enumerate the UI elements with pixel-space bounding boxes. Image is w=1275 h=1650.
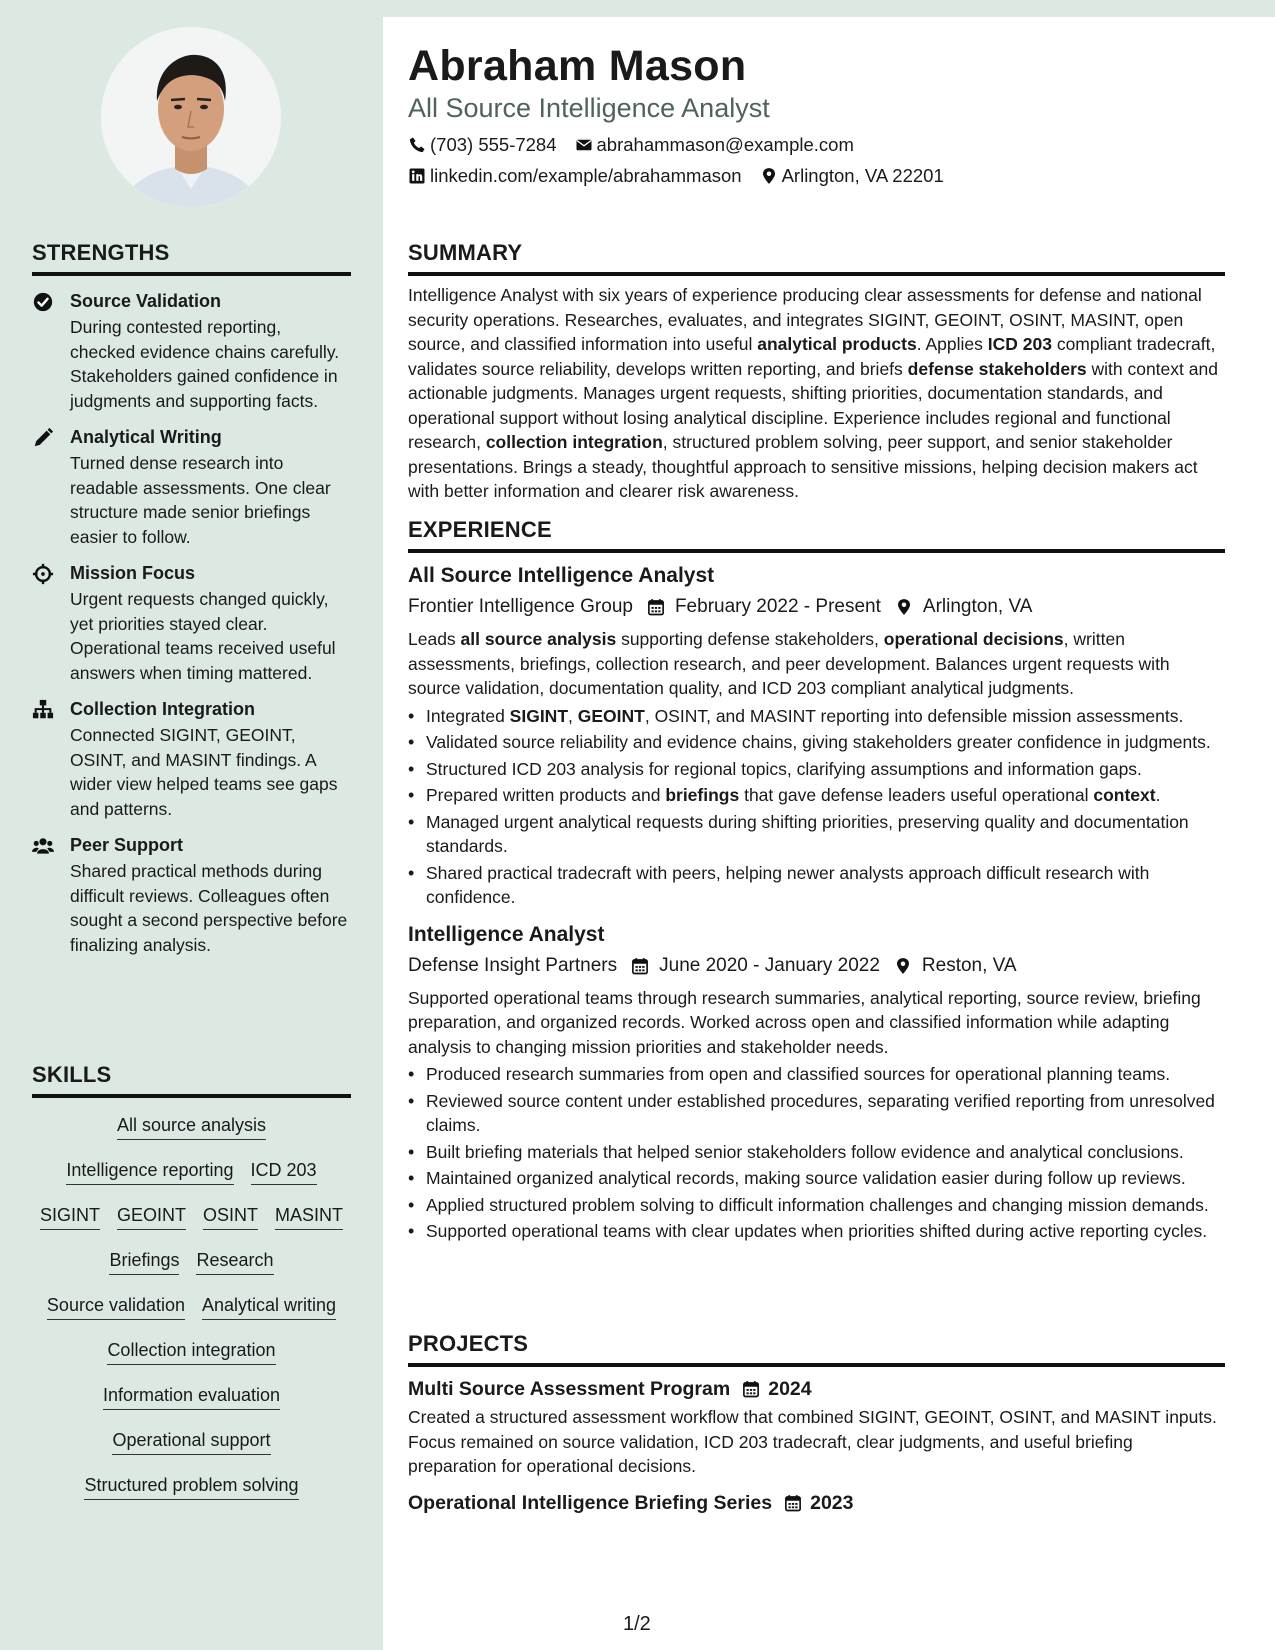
- strength-desc: Shared practical methods during difficult reviews. Colleagues often sought a second perspective before finalizing analysis.: [70, 861, 348, 955]
- profile-photo: [101, 27, 281, 207]
- text-run: Prepared written products and: [426, 785, 666, 805]
- skill-tag: Information evaluation: [103, 1384, 280, 1410]
- skill-row: [32, 1204, 351, 1249]
- text-run: Validated source reliability and evidence chains, giving stakeholders greater confidence in judgments.: [426, 732, 1211, 752]
- email-item[interactable]: [575, 134, 854, 156]
- achievement-item: [408, 1089, 1225, 1138]
- crosshairs-icon: [32, 563, 54, 585]
- projects-list: [408, 1377, 1225, 1515]
- skill-tag: Briefings: [109, 1249, 179, 1275]
- job-meta: [408, 595, 1225, 619]
- text-run: Integrated: [426, 705, 510, 726]
- strength-title: Analytical Writing: [70, 427, 222, 447]
- skill-row: [32, 1384, 351, 1429]
- strength-title: Peer Support: [70, 835, 184, 855]
- skill-tag: Collection integration: [107, 1339, 275, 1365]
- skill-row: [32, 1294, 351, 1339]
- strength-desc: During contested reporting, checked evidence chains carefully. Stakeholders gained confidence in judgments and supporting facts.: [70, 317, 340, 411]
- skill-tag: ICD 203: [251, 1159, 317, 1185]
- users-icon: [32, 835, 54, 857]
- bold-text: operational decisions: [883, 629, 1064, 649]
- projects-section: [408, 1331, 1225, 1515]
- text-run: Maintained organized analytical records, making source validation easier during follow up reviews.: [426, 1168, 1186, 1188]
- sidebar: [0, 0, 383, 1650]
- project-year: 2024: [768, 1378, 812, 1400]
- skill-tag: Structured problem solving: [84, 1474, 298, 1500]
- text-run: Built briefing materials that helped senior stakeholders follow evidence and analytical conclusions.: [426, 1141, 1184, 1162]
- achievement-item: [408, 861, 1225, 910]
- bold-text: defense stakeholders: [907, 358, 1087, 379]
- map-pin-icon: [760, 167, 778, 185]
- skill-row: [32, 1249, 351, 1294]
- phone-item: [408, 134, 557, 156]
- job-meta: [408, 954, 1225, 978]
- linkedin-text[interactable]: linkedin.com/example/abrahammason: [430, 165, 742, 186]
- project-title: [408, 1377, 1225, 1401]
- skills-heading: SKILLS: [32, 1062, 351, 1098]
- linkedin-item[interactable]: [408, 165, 742, 187]
- text-run: with context and actionable judgments. Manages urgent requests, shifting priorities, documentation standards, and operational support without losing analytical discipline. Experience includes regional and functional research,: [408, 358, 1218, 452]
- text-run: Reviewed source content under established procedures, separating verified reporting from unresolved claims.: [426, 1090, 1215, 1135]
- skill-row: [32, 1159, 351, 1204]
- skill-tag: Operational support: [112, 1429, 270, 1455]
- email-text[interactable]: abrahammason@example.com: [596, 134, 854, 155]
- skill-tag: OSINT: [203, 1204, 258, 1230]
- check-circle-icon: [32, 291, 54, 313]
- strength-item: [32, 562, 351, 685]
- text-run: ,: [568, 705, 578, 726]
- candidate-title: All Source Intelligence Analyst: [408, 93, 770, 123]
- strength-desc: Turned dense research into readable assessments. One clear structure made senior briefings easier to follow.: [70, 453, 331, 547]
- bold-text: collection integration: [485, 432, 663, 452]
- achievement-list: [408, 704, 1225, 910]
- sitemap-icon: [32, 699, 54, 721]
- achievement-item: [408, 1062, 1225, 1087]
- text-run: .: [1155, 785, 1161, 805]
- bold-text: ICD 203: [987, 334, 1052, 354]
- calendar-icon: [631, 957, 649, 975]
- linkedin-icon: [408, 167, 426, 185]
- skill-tag: All source analysis: [117, 1114, 266, 1140]
- contact-row: [408, 165, 944, 187]
- strength-item: [32, 426, 351, 549]
- job-description: [408, 986, 1225, 1060]
- skills-list: [32, 1114, 351, 1519]
- skill-tag: MASINT: [275, 1204, 343, 1230]
- text-run: Leads: [408, 629, 461, 649]
- bold-text: SIGINT: [509, 705, 569, 726]
- location-text: Arlington, VA 22201: [781, 165, 944, 186]
- achievement-item: [408, 1219, 1225, 1244]
- text-run: Managed urgent analytical requests during shifting priorities, preserving quality and documentation standards.: [426, 811, 1189, 856]
- job-location: Arlington, VA: [922, 596, 1033, 617]
- achievement-item: [408, 730, 1225, 755]
- achievement-item: [408, 1193, 1225, 1218]
- text-run: , OSINT, and MASINT reporting into defensible mission assessments.: [644, 705, 1184, 726]
- experience-section: [408, 517, 1225, 1246]
- candidate-name: Abraham Mason: [408, 42, 747, 90]
- avatar: [101, 27, 281, 207]
- skills-section: [32, 1062, 351, 1519]
- text-run: Intelligence Analyst with six years of experience producing clear assessments for defense and national security operations. Researches, evaluates, and integrates SIGINT, GEOINT, OSINT, MASINT, open source, and classified information into useful: [408, 285, 1202, 354]
- company-name: Defense Insight Partners: [408, 954, 618, 976]
- strengths-heading: STRENGTHS: [32, 240, 351, 276]
- skill-row: [32, 1339, 351, 1384]
- strength-item: [32, 290, 351, 413]
- achievement-item: [408, 1140, 1225, 1165]
- text-run: , written assessments, briefings, collection research, and peer development. Balances urgent requests with source validation, documentation quality, and ICD 203 compliant analytical judgments.: [408, 629, 1170, 698]
- skill-tag: GEOINT: [117, 1204, 186, 1230]
- projects-heading: PROJECTS: [408, 1331, 1225, 1367]
- experience-heading: EXPERIENCE: [408, 517, 1225, 553]
- achievement-item: [408, 757, 1225, 782]
- project-name: Multi Source Assessment Program: [408, 1378, 731, 1400]
- skill-row: [32, 1429, 351, 1474]
- strength-desc: Urgent requests changed quickly, yet priorities stayed clear. Operational teams received useful answers when timing mattered.: [70, 589, 336, 683]
- text-run: . Applies: [916, 334, 988, 354]
- page-number: 1/2: [623, 1613, 651, 1635]
- skill-tag: SIGINT: [40, 1204, 100, 1230]
- skill-tag: Research: [196, 1249, 273, 1275]
- job-description: [408, 627, 1225, 701]
- job-title: Intelligence Analyst: [408, 922, 605, 946]
- skill-row: [32, 1474, 351, 1519]
- strength-title: Collection Integration: [70, 699, 256, 719]
- main-content: [383, 17, 1275, 1650]
- map-pin-icon: [895, 598, 913, 616]
- calendar-icon: [647, 598, 665, 616]
- text-run: Shared practical tradecraft with peers, helping newer analysts approach difficult research with confidence.: [426, 862, 1150, 907]
- text-run: supporting defense stakeholders,: [616, 629, 884, 649]
- pencil-icon: [32, 427, 54, 449]
- text-run: Applied structured problem solving to difficult information challenges and changing mission demands.: [426, 1194, 1209, 1215]
- summary-section: [408, 240, 1225, 504]
- map-pin-icon: [894, 957, 912, 975]
- bold-text: GEOINT: [577, 705, 645, 726]
- location-item: [760, 165, 944, 187]
- achievement-item: [408, 704, 1225, 729]
- text-run: Produced research summaries from open and classified sources for operational planning teams.: [426, 1064, 1171, 1084]
- bold-text: all source analysis: [460, 629, 617, 649]
- skill-tag: Analytical writing: [202, 1294, 336, 1320]
- summary-heading: SUMMARY: [408, 240, 1225, 276]
- envelope-icon: [575, 136, 593, 154]
- achievement-item: [408, 783, 1225, 808]
- strength-title: Source Validation: [70, 291, 222, 311]
- bold-text: analytical products: [757, 334, 917, 354]
- strength-item: [32, 698, 351, 821]
- skill-tag: Intelligence reporting: [66, 1159, 233, 1185]
- achievement-list: [408, 1062, 1225, 1244]
- project-title: [408, 1491, 1225, 1515]
- achievement-item: [408, 1166, 1225, 1191]
- project-year: 2023: [810, 1491, 854, 1514]
- project-name: Operational Intelligence Briefing Series: [408, 1491, 773, 1514]
- bold-text: briefings: [665, 785, 740, 805]
- achievement-item: [408, 810, 1225, 859]
- calendar-icon: [784, 1494, 802, 1512]
- calendar-icon: [742, 1380, 760, 1398]
- text-run: compliant tradecraft, validates source reliability, develops written reporting, and briefs: [408, 334, 1216, 379]
- phone-text: (703) 555-7284: [430, 134, 557, 155]
- skill-tag: Source validation: [47, 1294, 185, 1320]
- text-run: Structured ICD 203 analysis for regional topics, clarifying assumptions and information gaps.: [426, 758, 1142, 779]
- company-name: Frontier Intelligence Group: [408, 596, 633, 617]
- strength-desc: Connected SIGINT, GEOINT, OSINT, and MASINT findings. A wider view helped teams see gaps and patterns.: [70, 725, 338, 819]
- jobs-list: [408, 563, 1225, 1244]
- strength-title: Mission Focus: [70, 563, 196, 583]
- skill-row: [32, 1114, 351, 1159]
- text-run: , structured problem solving, peer support, and senior stakeholder presentations. Brings a steady, thoughtful approach to sensitive missions, helping decision makers act with better information and clearer risk awareness.: [408, 432, 1198, 501]
- text-run: Supported operational teams through research summaries, analytical reporting, source review, briefing preparation, and organized records. Worked across open and classified information while adapting analysis to changing mission priorities and stakeholder needs.: [408, 987, 1201, 1057]
- summary-text: [408, 283, 1225, 504]
- contact-row: [408, 134, 854, 156]
- job-location: Reston, VA: [921, 954, 1017, 976]
- bold-text: context: [1093, 785, 1156, 805]
- job-title: All Source Intelligence Analyst: [408, 564, 715, 587]
- job-dates: June 2020 - January 2022: [659, 954, 880, 976]
- job-dates: February 2022 - Present: [674, 596, 881, 617]
- phone-icon: [408, 136, 426, 154]
- project-description: Created a structured assessment workflow that combined SIGINT, GEOINT, OSINT, and MASINT inputs. Focus remained on source validation, ICD 203 tradecraft, clear judgments, and useful briefing preparation for operational decisions.: [408, 1407, 1217, 1476]
- strength-item: [32, 834, 351, 957]
- strengths-section: [32, 240, 351, 957]
- text-run: that gave defense leaders useful operational: [739, 785, 1094, 805]
- text-run: Supported operational teams with clear updates when priorities shifted during active reporting cycles.: [426, 1221, 1208, 1241]
